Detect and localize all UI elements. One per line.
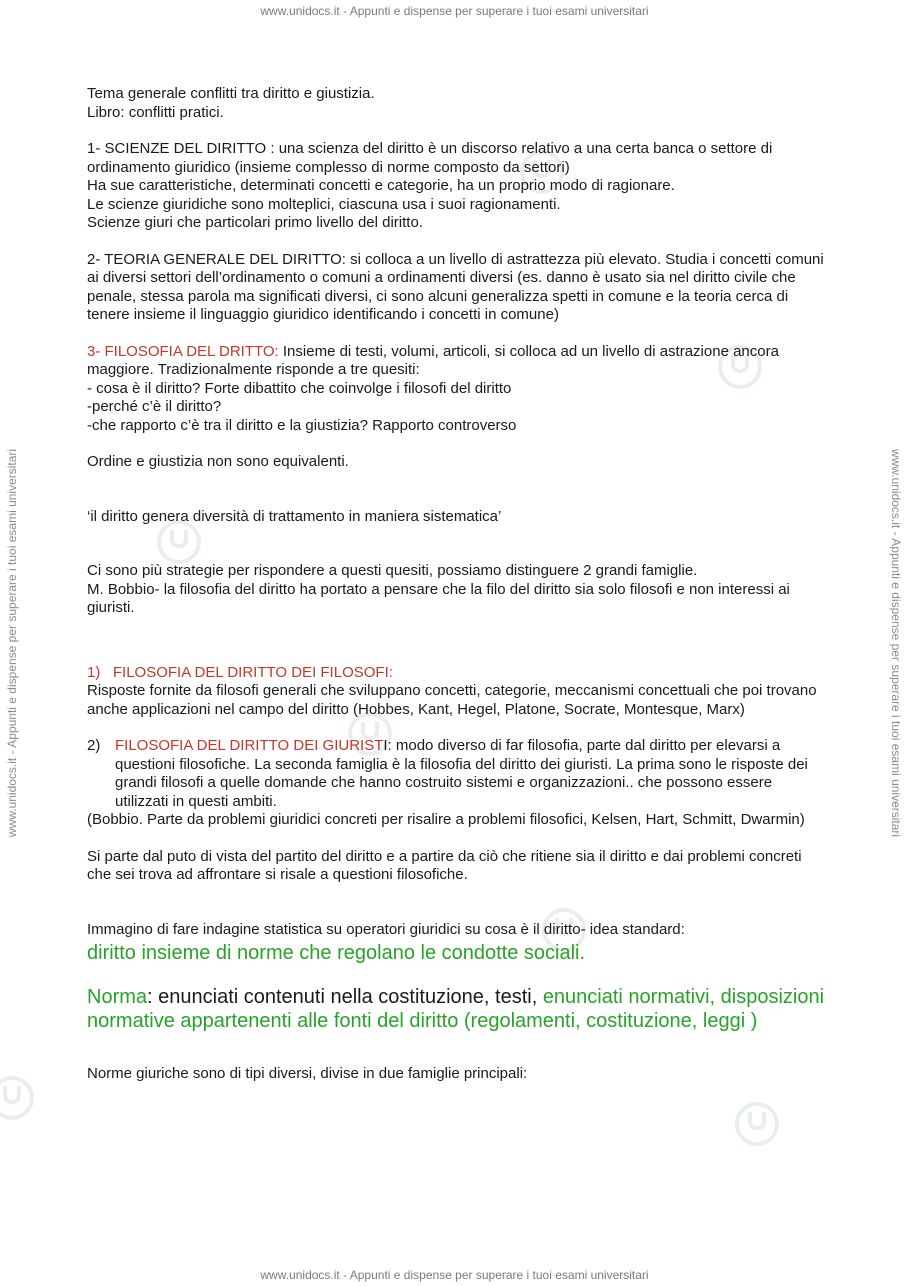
family-title: FILOSOFIA DEL DIRITTO DEI GIURIST bbox=[115, 737, 384, 754]
section-filosofia bbox=[87, 343, 827, 380]
paragraph-line: Ha sue caratteristiche, determinati concetti e categorie, ha un proprio modo di ragionare. bbox=[87, 177, 675, 194]
norma-text: : enunciati contenuti nella costituzione, testi, bbox=[147, 986, 543, 1008]
norma-green-text: enunciati normativi, disposizioni normative appartenenti alle fonti del diritto (regolamenti, costituzione, leggi ) bbox=[87, 986, 825, 1032]
watermark-top: www.unidocs.it - Appunti e dispense per superare i tuoi esami universitari bbox=[260, 4, 649, 18]
family-text: Risposte fornite da filosofi generali che sviluppano concetti, categorie, meccanismi concettuali che poi trovano anche applicazioni nel campo del diritto (Hobbes, Kant, Hegel, Platone, Socrate, Montesque, Marx) bbox=[87, 682, 817, 718]
family-item bbox=[87, 737, 827, 811]
paragraph-line: Norme giuriche sono di tipi diversi, divise in due famiglie principali: bbox=[87, 1065, 528, 1082]
section-title: 1- SCIENZE DEL DIRITTO bbox=[87, 140, 267, 157]
paragraph-line: Immagino di fare indagine statistica su operatori giuridici su cosa è il diritto- idea standard: bbox=[87, 920, 685, 938]
watermark-left: www.unidocs.it - Appunti e dispense per superare i tuoi esami universitari bbox=[5, 448, 19, 838]
family-heading bbox=[87, 664, 827, 683]
family-title: FILOSOFIA DEL DIRITTO DEI FILOSOFI: bbox=[112, 663, 393, 681]
paragraph-line: M. Bobbio- la filosofia del diritto ha portato a pensare che la filo del diritto sia solo filosofi e non interessi ai giuristi. bbox=[87, 580, 790, 616]
unidocs-logo-icon bbox=[735, 1102, 779, 1146]
watermark-bottom: www.unidocs.it - Appunti e dispense per superare i tuoi esami universitari bbox=[260, 1268, 649, 1282]
unidocs-logo-icon bbox=[0, 1076, 34, 1120]
family-body: I: modo diverso di far filosofia, parte dal diritto per elevarsi a questioni filosofiche. La seconda famiglia è la filosofia del diritto dei giuristi. La prima sono le risposte dei grandi filosofi a quelle domande che hanno costruito sistemi e organizzazioni.. che possono essere utilizzati in questi ambiti. bbox=[115, 737, 808, 810]
definition-green: diritto insieme di norme che regolano le condotte sociali. bbox=[87, 942, 586, 964]
document-body bbox=[87, 85, 827, 1084]
intro-line: Tema generale conflitti tra diritto e giustizia. bbox=[87, 85, 375, 102]
list-number: 1) bbox=[87, 663, 101, 681]
paragraph-line: Scienze giuri che particolari primo livello del diritto. bbox=[87, 214, 423, 231]
norma-definition bbox=[87, 985, 827, 1033]
family-text bbox=[115, 737, 827, 811]
norma-label: Norma bbox=[87, 986, 148, 1008]
section-title-red: 3- FILOSOFIA DEL DRITTO: bbox=[87, 342, 279, 360]
paragraph-line: (Bobbio. Parte da problemi giuridici concreti per risalire a problemi filosofici, Kelsen, Hart, Schmitt, Dwarmin) bbox=[87, 811, 805, 828]
question-line: -che rapporto c’è tra il diritto e la giustizia? Rapporto controverso bbox=[87, 416, 517, 434]
section-scienze bbox=[87, 140, 827, 177]
question-line: - cosa è il diritto? Forte dibattito che coinvolge i filosofi del diritto bbox=[87, 379, 512, 397]
intro-line: Libro: conflitti pratici. bbox=[87, 103, 224, 121]
section-teoria: 2- TEORIA GENERALE DEL DIRITTO: si colloca a un livello di astrattezza più elevato. Studia i concetti comuni ai diversi settori dell’ordinamento o comuni a ordinamenti diversi (es. danno è usato sia nel diritto civile che penale, stessa parola ma significati diversi, ci sono alcuni generalizza spetti in comune e la teoria cerca di tenere insieme il linguaggio giuridico identificando i concetti in comune) bbox=[87, 250, 824, 323]
watermark-right: www.unidocs.it - Appunti e dispense per superare i tuoi esami universitari bbox=[889, 448, 903, 838]
paragraph-line: Ordine e giustizia non sono equivalenti. bbox=[87, 453, 349, 470]
paragraph-line: Si parte dal puto di vista del partito del diritto e a partire da ciò che ritiene sia il diritto e dai problemi concreti che sei trova ad affrontare si risale a questioni filosofiche. bbox=[87, 847, 802, 883]
quote-line: ‘il diritto genera diversità di trattamento in maniera sistematica’ bbox=[87, 507, 502, 525]
paragraph-line: Ci sono più strategie per rispondere a questi quesiti, possiamo distinguere 2 grandi famiglie. bbox=[87, 562, 698, 579]
list-number: 2) bbox=[87, 737, 101, 754]
section-text: : una scienza del diritto è un discorso relativo a una certa banca o settore di ordinamento giuridico (insieme complesso di norme composto da settori) bbox=[87, 140, 773, 176]
section-text: Insieme di testi, volumi, articoli, si colloca ad un livello di astrazione ancora maggiore. Tradizionalmente risponde a tre quesiti: bbox=[87, 342, 779, 378]
paragraph-line: Le scienze giuridiche sono molteplici, ciascuna usa i suoi ragionamenti. bbox=[87, 195, 561, 213]
question-line: -perché c’è il diritto? bbox=[87, 398, 222, 415]
